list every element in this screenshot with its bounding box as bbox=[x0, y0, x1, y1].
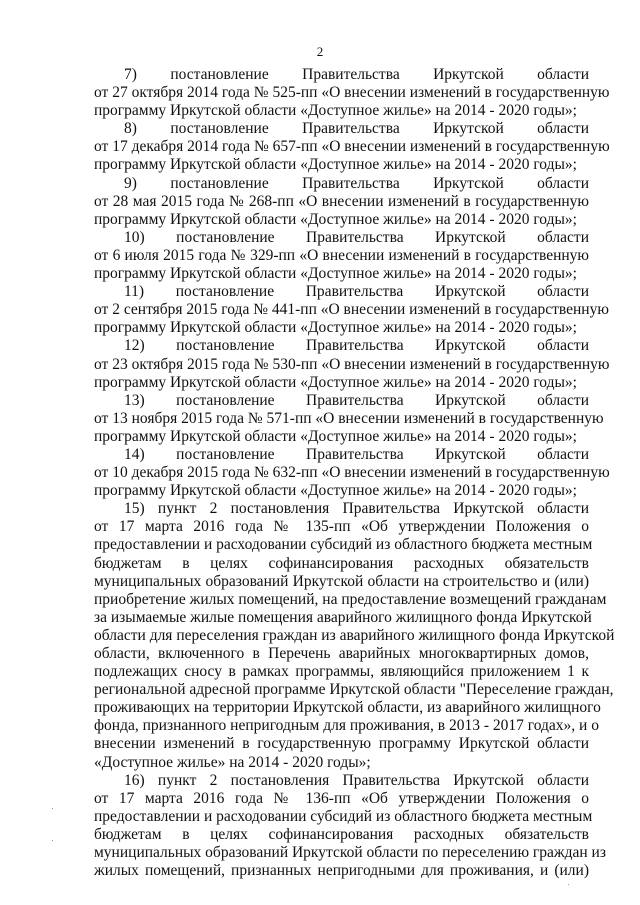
text-line: муниципальных образований Иркутской области на строительство и (или) bbox=[94, 572, 589, 590]
text-line: 8) постановление Правительства Иркутской области bbox=[124, 120, 589, 138]
text-line: 14) постановление Правительства Иркутской области bbox=[124, 445, 589, 463]
text-line: от 2 сентября 2015 года № 441-пп «О внесении изменений в государственную bbox=[94, 301, 609, 319]
text-line: «Доступное жилье» на 2014 - 2020 годы»; bbox=[94, 753, 371, 771]
text-line: программу Иркутской области «Доступное жилье» на 2014 - 2020 годы»; bbox=[94, 373, 577, 391]
text-line: фонда, признанного непригодным для проживания, в 2013 - 2017 годах», и о bbox=[94, 717, 599, 735]
text-line: от 23 октября 2015 года № 530-пп «О внесении изменений в государственную bbox=[94, 355, 610, 373]
text-line: от 27 октября 2014 года № 525-пп «О внесении изменений в государственную bbox=[94, 84, 610, 102]
text-line: программу Иркутской области «Доступное жилье» на 2014 - 2020 годы»; bbox=[94, 427, 577, 445]
text-line: 11) постановление Правительства Иркутской области bbox=[124, 283, 589, 301]
text-line: программу Иркутской области «Доступное жилье» на 2014 - 2020 годы»; bbox=[94, 156, 577, 174]
text-line: за изымаемые жилые помещения аварийного жилищного фонда Иркутской bbox=[94, 608, 592, 626]
text-line: области, включенного в Перечень аварийных многоквартирных домов, bbox=[94, 645, 589, 662]
text-line: программу Иркутской области «Доступное жилье» на 2014 - 2020 годы»; bbox=[94, 265, 577, 283]
text-line: от 17 марта 2016 года № 135-пп «Об утверждении Положения о bbox=[94, 518, 589, 536]
page-number: 2 bbox=[316, 44, 324, 59]
document-body bbox=[94, 66, 615, 880]
scan-speck bbox=[52, 808, 53, 809]
text-line: 16) пункт 2 постановления Правительства Иркутской области bbox=[124, 771, 589, 789]
text-line: муниципальных образований Иркутской области по переселению граждан из bbox=[94, 844, 606, 862]
text-line: предоставлении и расходовании субсидий из областного бюджета местным bbox=[94, 536, 593, 554]
text-line: от 10 декабря 2015 года № 632-пп «О внесении изменений в государственную bbox=[94, 464, 610, 482]
text-line: внесении изменений в государственную программу Иркутской области bbox=[94, 735, 589, 753]
text-line: программу Иркутской области «Доступное жилье» на 2014 - 2020 годы»; bbox=[94, 482, 577, 500]
text-line: 9) постановление Правительства Иркутской области bbox=[124, 174, 589, 192]
text-line: от 17 марта 2016 года № 136-пп «Об утверждении Положения о bbox=[94, 789, 589, 807]
text-line: программу Иркутской области «Доступное жилье» на 2014 - 2020 годы»; bbox=[94, 319, 577, 337]
text-line: подлежащих сносу в рамках программы, являющийся приложением 1 к bbox=[94, 663, 589, 681]
text-line: от 13 ноября 2015 года № 571-пп «О внесении изменений в государственную bbox=[94, 409, 604, 427]
text-line: программу Иркутской области «Доступное жилье» на 2014 - 2020 годы»; bbox=[94, 102, 577, 120]
text-line: региональной адресной программе Иркутской области "Переселение граждан, bbox=[94, 681, 614, 699]
text-line: предоставлении и расходовании субсидий из областного бюджета местным bbox=[94, 807, 593, 825]
text-line: программу Иркутской области «Доступное жилье» на 2014 - 2020 годы»; bbox=[94, 210, 577, 228]
text-line: 13) постановление Правительства Иркутской области bbox=[124, 391, 589, 409]
text-line: от 28 мая 2015 года № 268-пп «О внесении изменений в государственную bbox=[94, 192, 589, 210]
scan-speck bbox=[568, 884, 569, 885]
text-line: жилых помещений, признанных непригодными для проживания, и (или) bbox=[94, 862, 589, 880]
text-line: 7) постановление Правительства Иркутской области bbox=[124, 66, 589, 83]
text-line: бюджетам в целях софинансирования расходных обязательств bbox=[94, 825, 589, 843]
text-line: 15) пункт 2 постановления Правительства Иркутской области bbox=[124, 500, 589, 518]
text-line: от 17 декабря 2014 года № 657-пп «О внесении изменений в государственную bbox=[94, 138, 610, 156]
text-line: 12) постановление Правительства Иркутской области bbox=[124, 337, 589, 355]
text-line: проживающих на территории Иркутской области, из аварийного жилищного bbox=[94, 699, 601, 717]
text-line: 10) постановление Правительства Иркутской области bbox=[124, 228, 589, 246]
text-line: бюджетам в целях софинансирования расходных обязательств bbox=[94, 554, 589, 572]
text-line: приобретение жилых помещений, на предоставление возмещений гражданам bbox=[94, 590, 607, 608]
text-line: от 6 июля 2015 года № 329-пп «О внесении изменений в государственную bbox=[94, 246, 589, 264]
scan-speck bbox=[52, 840, 53, 841]
text-line: области для переселения граждан из аварийного жилищного фонда Иркутской bbox=[94, 626, 615, 644]
